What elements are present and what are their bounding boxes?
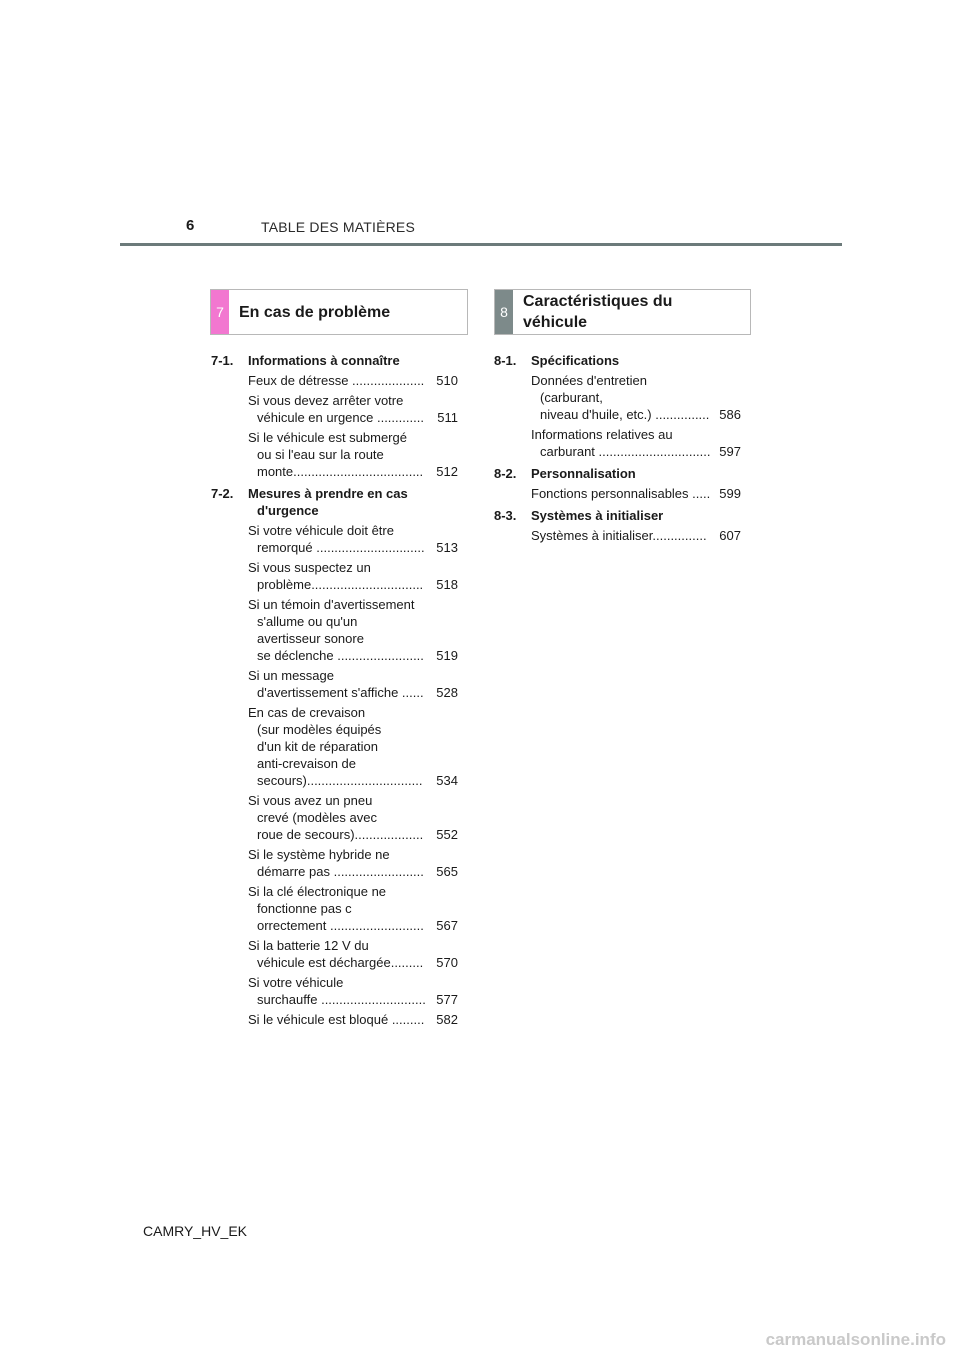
toc-entry-page: 552 — [436, 827, 458, 842]
toc-entry-page: 534 — [436, 773, 458, 788]
toc-section — [211, 352, 458, 480]
section-title[interactable]: Mesures à prendre en cas d'urgence — [248, 486, 408, 518]
toc-entry-page: 565 — [436, 864, 458, 879]
toc-section — [211, 485, 458, 1028]
toc-entry-page: 607 — [719, 528, 741, 543]
section-number: 8-3. — [494, 508, 517, 523]
section-title[interactable]: Personnalisation — [531, 466, 636, 481]
toc-entry-text: Si un témoin d'avertissement s'allume ou qu'un avertisseur sonore se déclenche ........................ — [248, 597, 424, 663]
toc-entry[interactable] — [248, 1011, 458, 1028]
document-code: CAMRY_HV_EK — [143, 1223, 248, 1239]
toc-entry-text: Feux de détresse .................... — [248, 373, 425, 388]
toc-entry-page: 511 — [437, 410, 458, 425]
watermark: carmanualsonline.info — [765, 1330, 946, 1349]
chapter-8-title: Caractéristiques du véhicule — [523, 293, 673, 331]
toc-entry-page: 570 — [436, 955, 458, 970]
toc-entry-page: 597 — [719, 444, 741, 459]
toc-entry-page: 519 — [436, 648, 458, 663]
chapter-8-toc — [494, 352, 741, 549]
toc-entry[interactable] — [248, 704, 458, 789]
toc-entry[interactable] — [248, 596, 458, 664]
toc-entry-page: 510 — [436, 373, 458, 388]
toc-entry-text: Si vous devez arrêter votre véhicule en urgence ............. — [248, 393, 424, 425]
toc-section — [494, 465, 741, 502]
toc-entry-page: 518 — [436, 577, 458, 592]
section-number: 7-2. — [211, 486, 234, 501]
toc-entry-text: Si vous suspectez un problème............................... — [248, 560, 424, 592]
toc-entry-text: Si le véhicule est submergé ou si l'eau sur la route monte.................................... — [248, 430, 424, 479]
toc-entry[interactable] — [248, 372, 458, 389]
toc-entry-text: Informations relatives au carburant ............................... — [531, 427, 711, 459]
chapter-7-title: En cas de problème — [239, 303, 391, 321]
toc-entry-text: Si votre véhicule surchauffe ............................. — [248, 975, 426, 1007]
toc-entry-text: Si le système hybride ne démarre pas ......................... — [248, 847, 424, 879]
toc-section — [494, 507, 741, 544]
section-title[interactable]: Systèmes à initialiser — [531, 508, 664, 523]
toc-entry-page: 528 — [436, 685, 458, 700]
toc-entry[interactable] — [248, 667, 458, 701]
toc-entry[interactable] — [248, 883, 458, 934]
toc-entry[interactable] — [248, 559, 458, 593]
toc-entry[interactable] — [531, 426, 741, 460]
toc-entry-text: Si un message d'avertissement s'affiche ...... — [248, 668, 424, 700]
toc-entry-page: 513 — [436, 540, 458, 555]
section-number: 7-1. — [211, 353, 234, 368]
toc-entry[interactable] — [248, 792, 458, 843]
toc-entry-page: 582 — [436, 1012, 458, 1027]
section-number: 8-1. — [494, 353, 517, 368]
chapter-7-tab: 7 — [211, 290, 229, 334]
toc-entry-page: 599 — [719, 486, 741, 501]
toc-entry[interactable] — [248, 846, 458, 880]
chapter-7-toc — [211, 352, 458, 1033]
toc-entry[interactable] — [248, 392, 458, 426]
page-number: 6 — [186, 217, 195, 234]
toc-entry[interactable] — [531, 527, 741, 544]
toc-section — [494, 352, 741, 460]
page-header-title: TABLE DES MATIÈRES — [261, 219, 416, 235]
toc-entry-text: En cas de crevaison (sur modèles équipés d'un kit de réparation anti-crevaison de secours)................................ — [248, 705, 423, 788]
toc-entry-text: Si la clé électronique ne fonctionne pas c orrectement .......................... — [248, 884, 424, 933]
toc-entry[interactable] — [248, 937, 458, 971]
toc-entry-text: Si votre véhicule doit être remorqué .............................. — [248, 523, 425, 555]
toc-entry-page: 567 — [436, 918, 458, 933]
toc-entry[interactable] — [531, 372, 741, 423]
toc-entry[interactable] — [248, 974, 458, 1008]
section-number: 8-2. — [494, 466, 517, 481]
section-title[interactable]: Spécifications — [531, 353, 620, 368]
toc-entry[interactable] — [531, 485, 741, 502]
chapter-8-tab: 8 — [495, 290, 513, 334]
section-title[interactable]: Informations à connaître — [248, 353, 400, 368]
toc-entry[interactable] — [248, 429, 458, 480]
toc-entry-text: Si le véhicule est bloqué ......... — [248, 1012, 425, 1027]
toc-entry-text: Systèmes à initialiser............... — [531, 528, 707, 543]
chapter-8-heading — [494, 289, 751, 335]
header-divider — [120, 243, 842, 246]
toc-entry-text: Si la batterie 12 V du véhicule est déchargée......... — [248, 938, 424, 970]
chapter-7-heading — [210, 289, 468, 335]
toc-entry-text: Données d'entretien (carburant, niveau d'huile, etc.) ............... — [531, 373, 710, 422]
toc-entry-page: 512 — [436, 464, 458, 479]
toc-entry-page: 577 — [436, 992, 458, 1007]
toc-entry-text: Si vous avez un pneu crevé (modèles avec roue de secours)................... — [248, 793, 424, 842]
toc-entry-page: 586 — [719, 407, 741, 422]
toc-entry-text: Fonctions personnalisables ..... — [531, 486, 711, 501]
toc-entry[interactable] — [248, 522, 458, 556]
